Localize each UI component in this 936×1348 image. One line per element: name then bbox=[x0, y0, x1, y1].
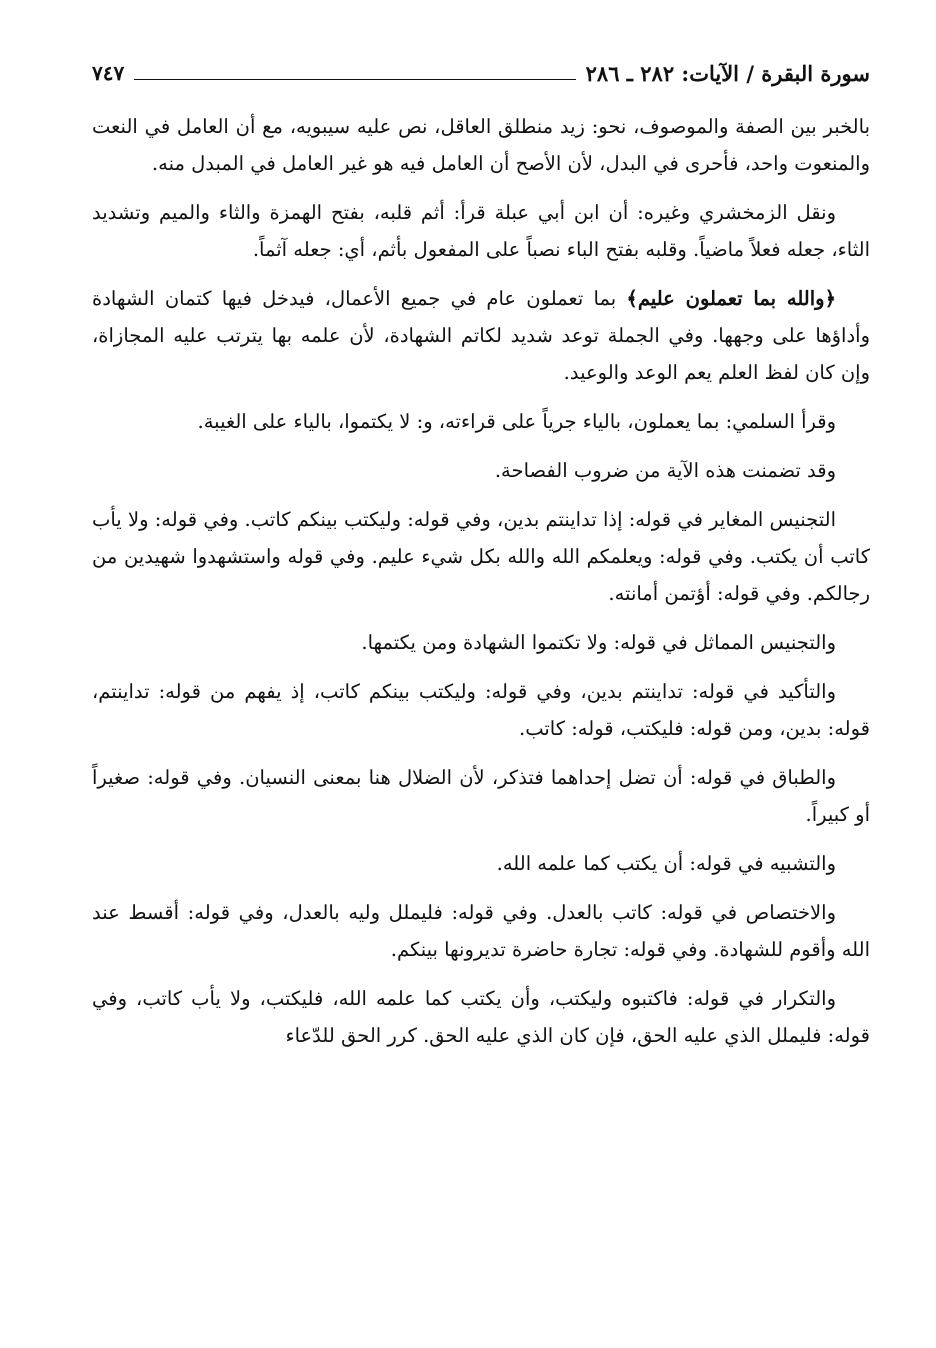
paragraph-9: والطباق في قوله: أن تضل إحداهما فتذكر، لأن الضلال هنا بمعنى النسيان. وفي قوله: صغيراً أو كبيراً. bbox=[92, 766, 870, 826]
paragraph-7: والتجنيس المماثل في قوله: ولا تكتموا الشهادة ومن يكتمها. bbox=[361, 631, 836, 654]
page-number: ٧٤٧ bbox=[92, 61, 125, 85]
paragraph-2: ونقل الزمخشري وغيره: أن ابن أبي عبلة قرأ: أثم قلبه، بفتح الهمزة والثاء والميم وتشديد الثاء، جعله فعلاً ماضياً. وقلبه بفتح الباء نصباً على المفعول بأثم، أي: جعله آثماً. bbox=[92, 201, 870, 261]
paragraph-3: ﴿والله بما تعملون عليم﴾ بما تعملون عام في جميع الأعمال، فيدخل فيها كتمان الشهادة وأداؤها على وجهها. وفي الجملة توعد شديد لكاتم الشهادة، لأن علمه بها يترتب عليه المجازاة، وإن كان لفظ العلم يعم الوعد والوعيد. bbox=[92, 287, 870, 384]
paragraph-5: وقد تضمنت هذه الآية من ضروب الفصاحة. bbox=[494, 459, 836, 482]
paragraph-11: والاختصاص في قوله: كاتب بالعدل. وفي قوله: فليملل وليه بالعدل، وفي قوله: أقسط عند الله وأقوم للشهادة. وفي قوله: تجارة حاضرة تديرونها بينكم. bbox=[92, 901, 870, 961]
running-title: سورة البقرة / الآيات: ٢٨٢ ـ ٢٨٦ bbox=[585, 60, 870, 86]
paragraph-10: والتشبيه في قوله: أن يكتب كما علمه الله. bbox=[496, 852, 836, 875]
paragraph-12: والتكرار في قوله: فاكتبوه وليكتب، وأن يكتب كما علمه الله، فليكتب، ولا يأب كاتب، وفي قوله: فليملل الذي عليه الحق، فإن كان الذي عليه الحق. كرر الحق للدّعاء bbox=[92, 987, 870, 1047]
quran-verse: ﴿والله بما تعملون عليم﴾ bbox=[626, 287, 836, 310]
paragraph-8: والتأكيد في قوله: تداينتم بدين، وفي قوله: وليكتب بينكم كاتب، إذ يفهم من قوله: تداينتم، قوله: بدين، ومن قوله: فليكتب، قوله: كاتب. bbox=[92, 680, 870, 740]
paragraph-4: وقرأ السلمي: بما يعملون، بالياء جرياً على قراءته، و: لا يكتموا، بالياء على الغيبة. bbox=[197, 410, 836, 433]
paragraph-1: بالخبر بين الصفة والموصوف، نحو: زيد منطلق العاقل، نص عليه سيبويه، مع أن العامل في النعت والمنعوت واحد، فأحرى في البدل، لأن الأصح أن العامل فيه هو غير العامل في المبدل منه. bbox=[92, 115, 870, 175]
body-text bbox=[92, 108, 870, 1066]
paragraph-6: التجنيس المغاير في قوله: إذا تداينتم بدين، وفي قوله: وليكتب بينكم كاتب. وفي قوله: ولا يأب كاتب أن يكتب. وفي قوله: ويعلمكم الله والله بكل شيء عليم. وفي قوله واستشهدوا شهيدين من رجالكم. وفي قوله: أؤتمن أمانته. bbox=[92, 508, 870, 605]
page-header bbox=[92, 56, 870, 90]
header-rule bbox=[134, 79, 575, 80]
